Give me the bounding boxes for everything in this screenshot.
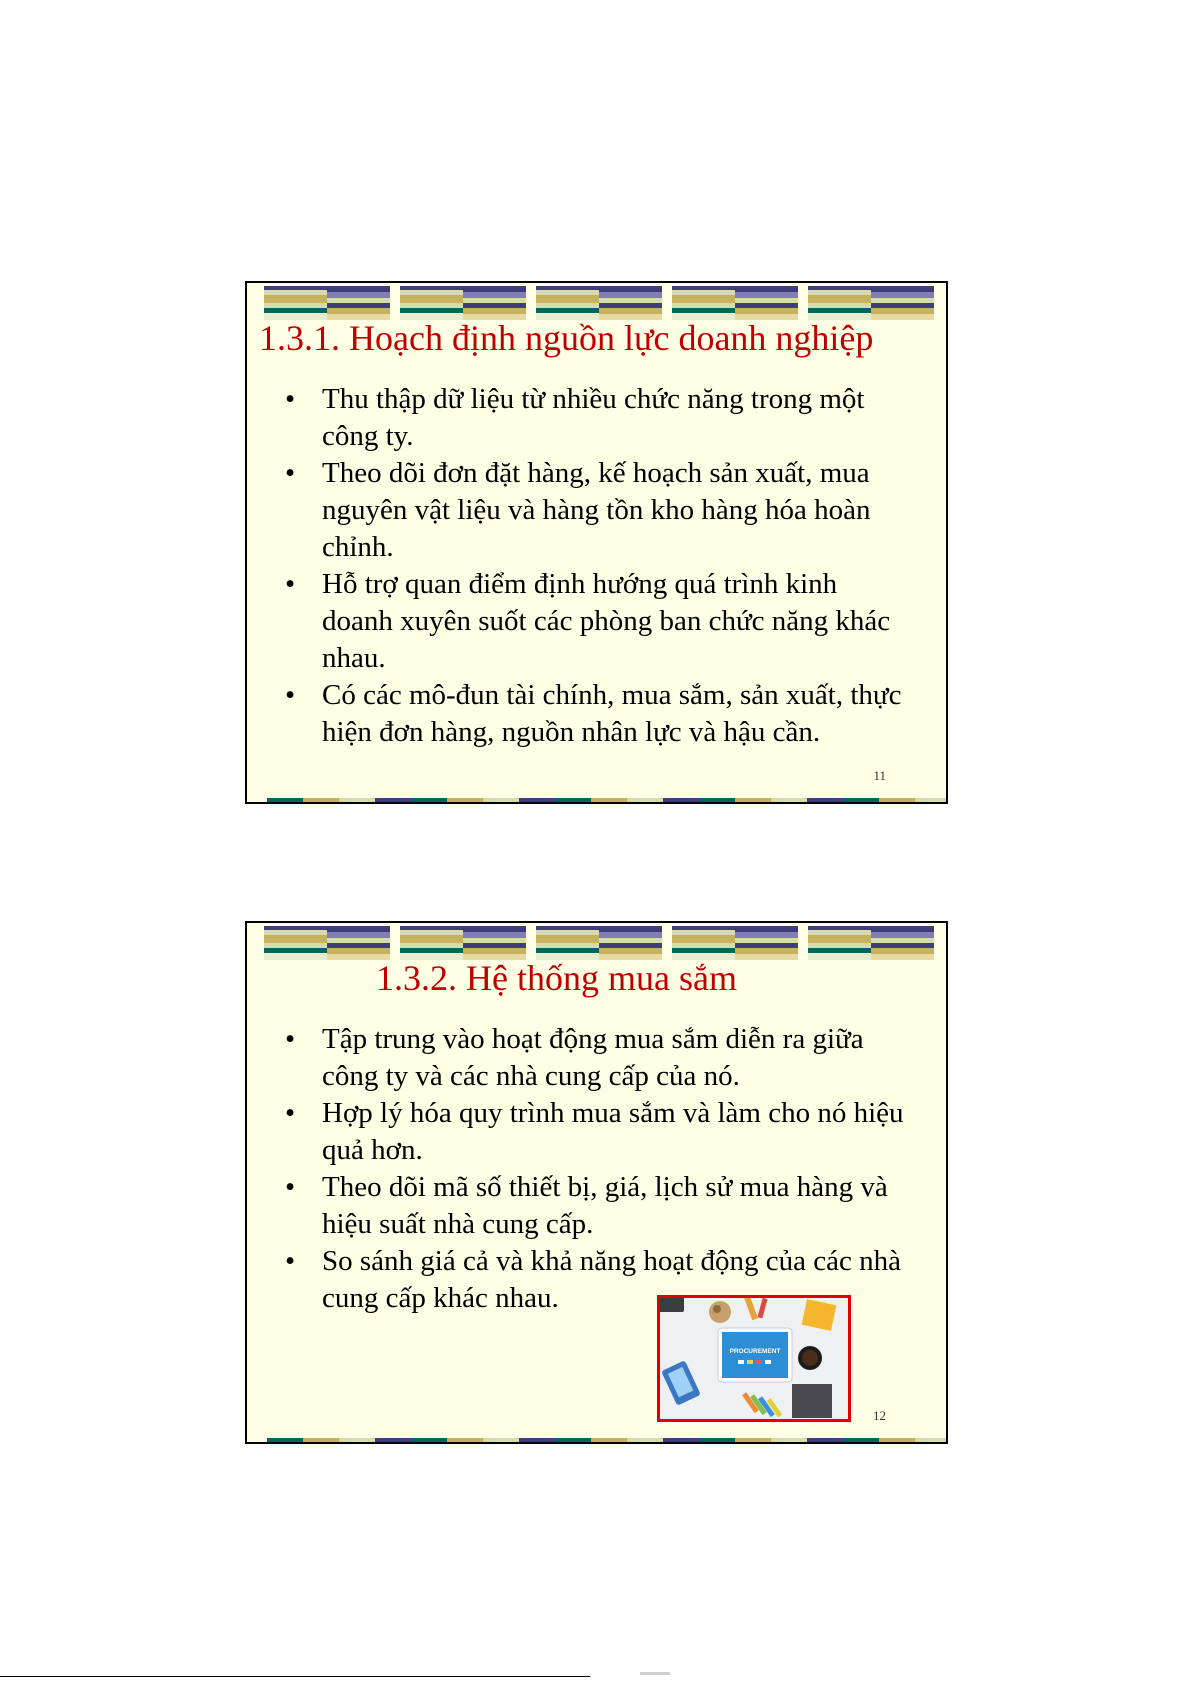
slide-title: 1.3.1. Hoạch định nguồn lực doanh nghiệp	[259, 318, 874, 358]
bullet-item: • Có các mô-đun tài chính, mua sắm, sản xuất, thực hiện đơn hàng, nguồn nhân lực và hậu cần.	[285, 677, 905, 751]
footer-stripe-segment	[447, 1438, 483, 1442]
footer-stripe-segment	[591, 798, 627, 802]
bullet-item: • Thu thập dữ liệu từ nhiều chức năng trong một công ty.	[285, 381, 905, 455]
footer-stripe-segment	[735, 798, 771, 802]
laptop-icon	[660, 1298, 684, 1312]
footer-stripe-segment	[663, 1438, 699, 1442]
footer-stripe-segment	[915, 798, 948, 802]
footer-stripe-segment	[771, 1438, 807, 1442]
footer-stripe-segment	[591, 1438, 627, 1442]
slide-1	[245, 281, 948, 804]
bullet-item: • Hỗ trợ quan điểm định hướng quá trình kinh doanh xuyên suốt các phòng ban chức năng khác nhau.	[285, 566, 905, 677]
procurement-illustration	[660, 1298, 848, 1419]
footer-stripe-segment	[555, 798, 591, 802]
footer-stripe-segment	[303, 798, 339, 802]
bullet-list	[285, 381, 905, 751]
bullet-item: • Theo dõi đơn đặt hàng, kế hoạch sản xuất, mua nguyên vật liệu và hàng tồn kho hàng hóa hoàn chỉnh.	[285, 455, 905, 566]
footer-stripe-segment	[843, 1438, 879, 1442]
footer-stripe-segment	[879, 798, 915, 802]
globe-icon	[709, 1301, 731, 1323]
decorative-footer-bar	[267, 798, 926, 802]
footer-stripe-segment	[411, 798, 447, 802]
footer-stripe-segment	[267, 1438, 303, 1442]
footer-stripe-segment	[519, 1438, 555, 1442]
footer-stripe-segment	[915, 1438, 948, 1442]
footer-stripe-segment	[807, 1438, 843, 1442]
footer-stripe-segment	[663, 798, 699, 802]
footer-stripe-segment	[843, 798, 879, 802]
footer-stripe-segment	[627, 1438, 663, 1442]
procurement-screen-text: PROCUREMENT	[729, 1348, 781, 1355]
bullet-item: • Theo dõi mã số thiết bị, giá, lịch sử mua hàng và hiệu suất nhà cung cấp.	[285, 1169, 905, 1243]
footer-stripe-segment	[339, 1438, 375, 1442]
footer-stripe-segment	[375, 798, 411, 802]
bullet-item: • So sánh giá cả và khả năng hoạt động của các nhà cung cấp khác nhau.	[285, 1243, 905, 1317]
footer-stripe-segment	[699, 1438, 735, 1442]
page-footer-mark	[640, 1672, 670, 1675]
footer-stripe-segment	[519, 798, 555, 802]
footer-stripe-segment	[699, 798, 735, 802]
footer-stripe-segment	[771, 798, 807, 802]
notebook-icon	[792, 1384, 832, 1418]
footer-stripe-segment	[267, 798, 303, 802]
footer-stripe-segment	[447, 798, 483, 802]
footer-stripe-segment	[303, 1438, 339, 1442]
decorative-footer-bar	[267, 1438, 926, 1442]
page-footer-rule	[0, 1676, 590, 1677]
slide-page-number: 12	[873, 1408, 886, 1423]
bullet-list	[285, 1021, 905, 1317]
slide-title: 1.3.2. Hệ thống mua sắm	[376, 958, 737, 998]
footer-stripe-segment	[627, 798, 663, 802]
footer-stripe-segment	[411, 1438, 447, 1442]
procurement-photo	[657, 1295, 851, 1422]
footer-stripe-segment	[339, 798, 375, 802]
bullet-item: • Hợp lý hóa quy trình mua sắm và làm cho nó hiệu quả hơn.	[285, 1095, 905, 1169]
footer-stripe-segment	[807, 798, 843, 802]
footer-stripe-segment	[483, 1438, 519, 1442]
footer-stripe-segment	[483, 798, 519, 802]
footer-stripe-segment	[735, 1438, 771, 1442]
footer-stripe-segment	[555, 1438, 591, 1442]
slide-page-number: 11	[873, 768, 886, 783]
slide-2	[245, 921, 948, 1444]
bullet-item: • Tập trung vào hoạt động mua sắm diễn ra giữa công ty và các nhà cung cấp của nó.	[285, 1021, 905, 1095]
footer-stripe-segment	[879, 1438, 915, 1442]
footer-stripe-segment	[375, 1438, 411, 1442]
